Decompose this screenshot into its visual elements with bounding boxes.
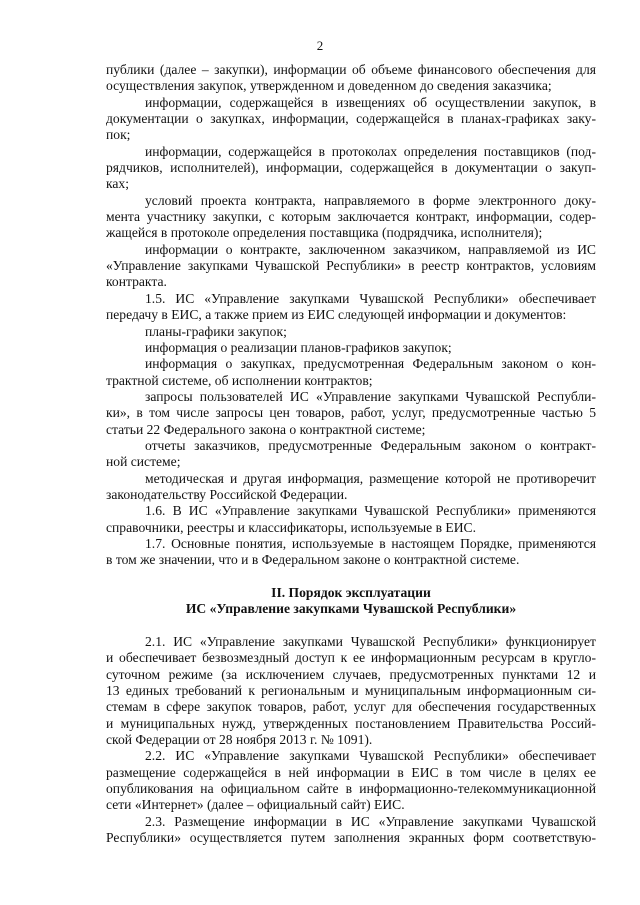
text-line: информации о контракте, заключенном заказчиком, направляемой из ИС xyxy=(145,241,596,257)
text-line: статьи 22 Федерального закона о контрактной системе; xyxy=(106,421,426,437)
text-line: методическая и другая информация, размещение которой не противоречит xyxy=(145,470,596,486)
list-item xyxy=(106,340,596,356)
text-line: пок; xyxy=(106,127,131,143)
spacer xyxy=(106,618,596,634)
text-line: и муниципальных нужд, утвержденных постановлением Правительства Россий- xyxy=(106,715,596,731)
text-line: ной системе; xyxy=(106,454,181,470)
text-line: «Управление закупками Чувашской Республики» в реестр контрактов, условиям xyxy=(106,258,596,274)
text-line: контракта. xyxy=(106,274,167,290)
text-line: Республики» осуществляется путем заполнения экранных форм соответствую- xyxy=(106,830,596,846)
text-line: справочники, реестры и классификаторы, используемые в ЕИС. xyxy=(106,519,477,535)
list-item xyxy=(106,389,596,438)
text-line: 2.3. Размещение информации в ИС «Управление закупками Чувашской xyxy=(145,813,596,829)
text-line: трактной системе, об исполнении контрактов; xyxy=(106,372,373,388)
page-number: 2 xyxy=(316,38,324,53)
text-line: 1.7. Основные понятия, используемые в настоящем Порядке, применяются xyxy=(145,535,596,551)
text-line: суточном режиме (за исключением случаев, предусмотренных пунктами 12 и xyxy=(106,666,596,682)
list-item xyxy=(106,438,596,471)
text-line: ках; xyxy=(106,176,130,192)
section-heading-line: ИС «Управление закупками Чувашской Республики» xyxy=(185,601,517,617)
paragraph xyxy=(106,95,596,144)
text-line: передачу в ЕИС, а также прием из ЕИС следующей информации и документов: xyxy=(106,307,567,323)
text-line: стемам в сфере закупок товаров, работ, услуг для обеспечения государственных xyxy=(106,699,596,715)
text-line: 2.2. ИС «Управление закупками Чувашской Республики» обеспечивает xyxy=(145,748,596,764)
text-line: 1.6. В ИС «Управление закупками Чувашской Республики» применяются xyxy=(145,503,596,519)
text-line: условий проекта контракта, направляемого в форме электронного доку- xyxy=(145,192,596,208)
paragraph xyxy=(106,144,596,193)
text-line: информации, содержащейся в протоколах определения поставщиков (под- xyxy=(145,143,596,159)
paragraph-2-1 xyxy=(106,634,596,748)
list-item xyxy=(106,324,596,340)
text-line: опубликования на официальном сайте в информационно-телекоммуникационной xyxy=(106,781,596,797)
text-line: ской Федерации от 28 ноября 2013 г. № 1091). xyxy=(106,732,373,748)
section-heading-line: II. Порядок эксплуатации xyxy=(271,585,431,600)
text-line: информации, содержащейся в извещениях об осуществлении закупок, в xyxy=(145,94,596,110)
paragraph-carryover xyxy=(106,62,596,95)
text-line: мента участнику закупки, с которым заключается контракт, информации, содер- xyxy=(106,209,596,225)
paragraph-1-6 xyxy=(106,503,596,536)
text-line: рядчиков, исполнителей), информации, содержащейся в документации о закуп- xyxy=(106,160,596,176)
text-line: 1.5. ИС «Управление закупками Чувашской Республики» обеспечивает xyxy=(145,290,596,306)
list-item xyxy=(106,471,596,504)
text-line: в том же значении, что и в Федеральном законе о контрактной системе. xyxy=(106,552,520,568)
text-line: сети «Интернет» (далее – официальный сайт) ЕИС. xyxy=(106,797,405,813)
paragraph xyxy=(106,242,596,291)
text-line: документации о закупках, информации, содержащейся в планах-графиках заку- xyxy=(106,111,596,127)
text-line: ки», в том числе запросы цен товаров, работ, услуг, предусмотренные частью 5 xyxy=(106,405,596,421)
spacer xyxy=(106,569,596,585)
paragraph-1-5 xyxy=(106,291,596,324)
text-line: информация о закупках, предусмотренная Федеральным законом о кон- xyxy=(145,356,596,372)
text-line: планы-графики закупок; xyxy=(145,323,287,339)
text-line: публики (далее – закупки), информации об объеме финансового обеспечения для xyxy=(106,62,596,77)
text-line: и обеспечивает безвозмездный доступ к ее информационным ресурсам в кругло- xyxy=(106,650,596,666)
text-line: жащейся в протоколе определения поставщика (подрядчика, исполнителя); xyxy=(106,225,543,241)
text-line: информация о реализации планов-графиков закупок; xyxy=(145,339,452,355)
paragraph xyxy=(106,193,596,242)
paragraph-2-3 xyxy=(106,814,596,847)
text-line: отчеты заказчиков, предусмотренные Федеральным законом о контракт- xyxy=(145,437,596,453)
paragraph-2-2 xyxy=(106,748,596,813)
text-line: размещение содержащейся в ней информации в ЕИС в том числе в целях ее xyxy=(106,764,596,780)
list-item xyxy=(106,356,596,389)
text-line: 2.1. ИС «Управление закупками Чувашской Республики» функционирует xyxy=(145,634,596,650)
section-heading xyxy=(106,585,596,618)
paragraph-1-7 xyxy=(106,536,596,569)
text-line: осуществления закупок, утвержденном и доведенном до сведения заказчика; xyxy=(106,78,552,94)
text-line: запросы пользователей ИС «Управление закупками Чувашской Республи- xyxy=(145,388,596,404)
text-line: законодательству Российской Федерации. xyxy=(106,486,348,502)
text-line: 13 единых требований к региональным и муниципальным информационным си- xyxy=(106,683,596,699)
document-body xyxy=(106,62,596,847)
